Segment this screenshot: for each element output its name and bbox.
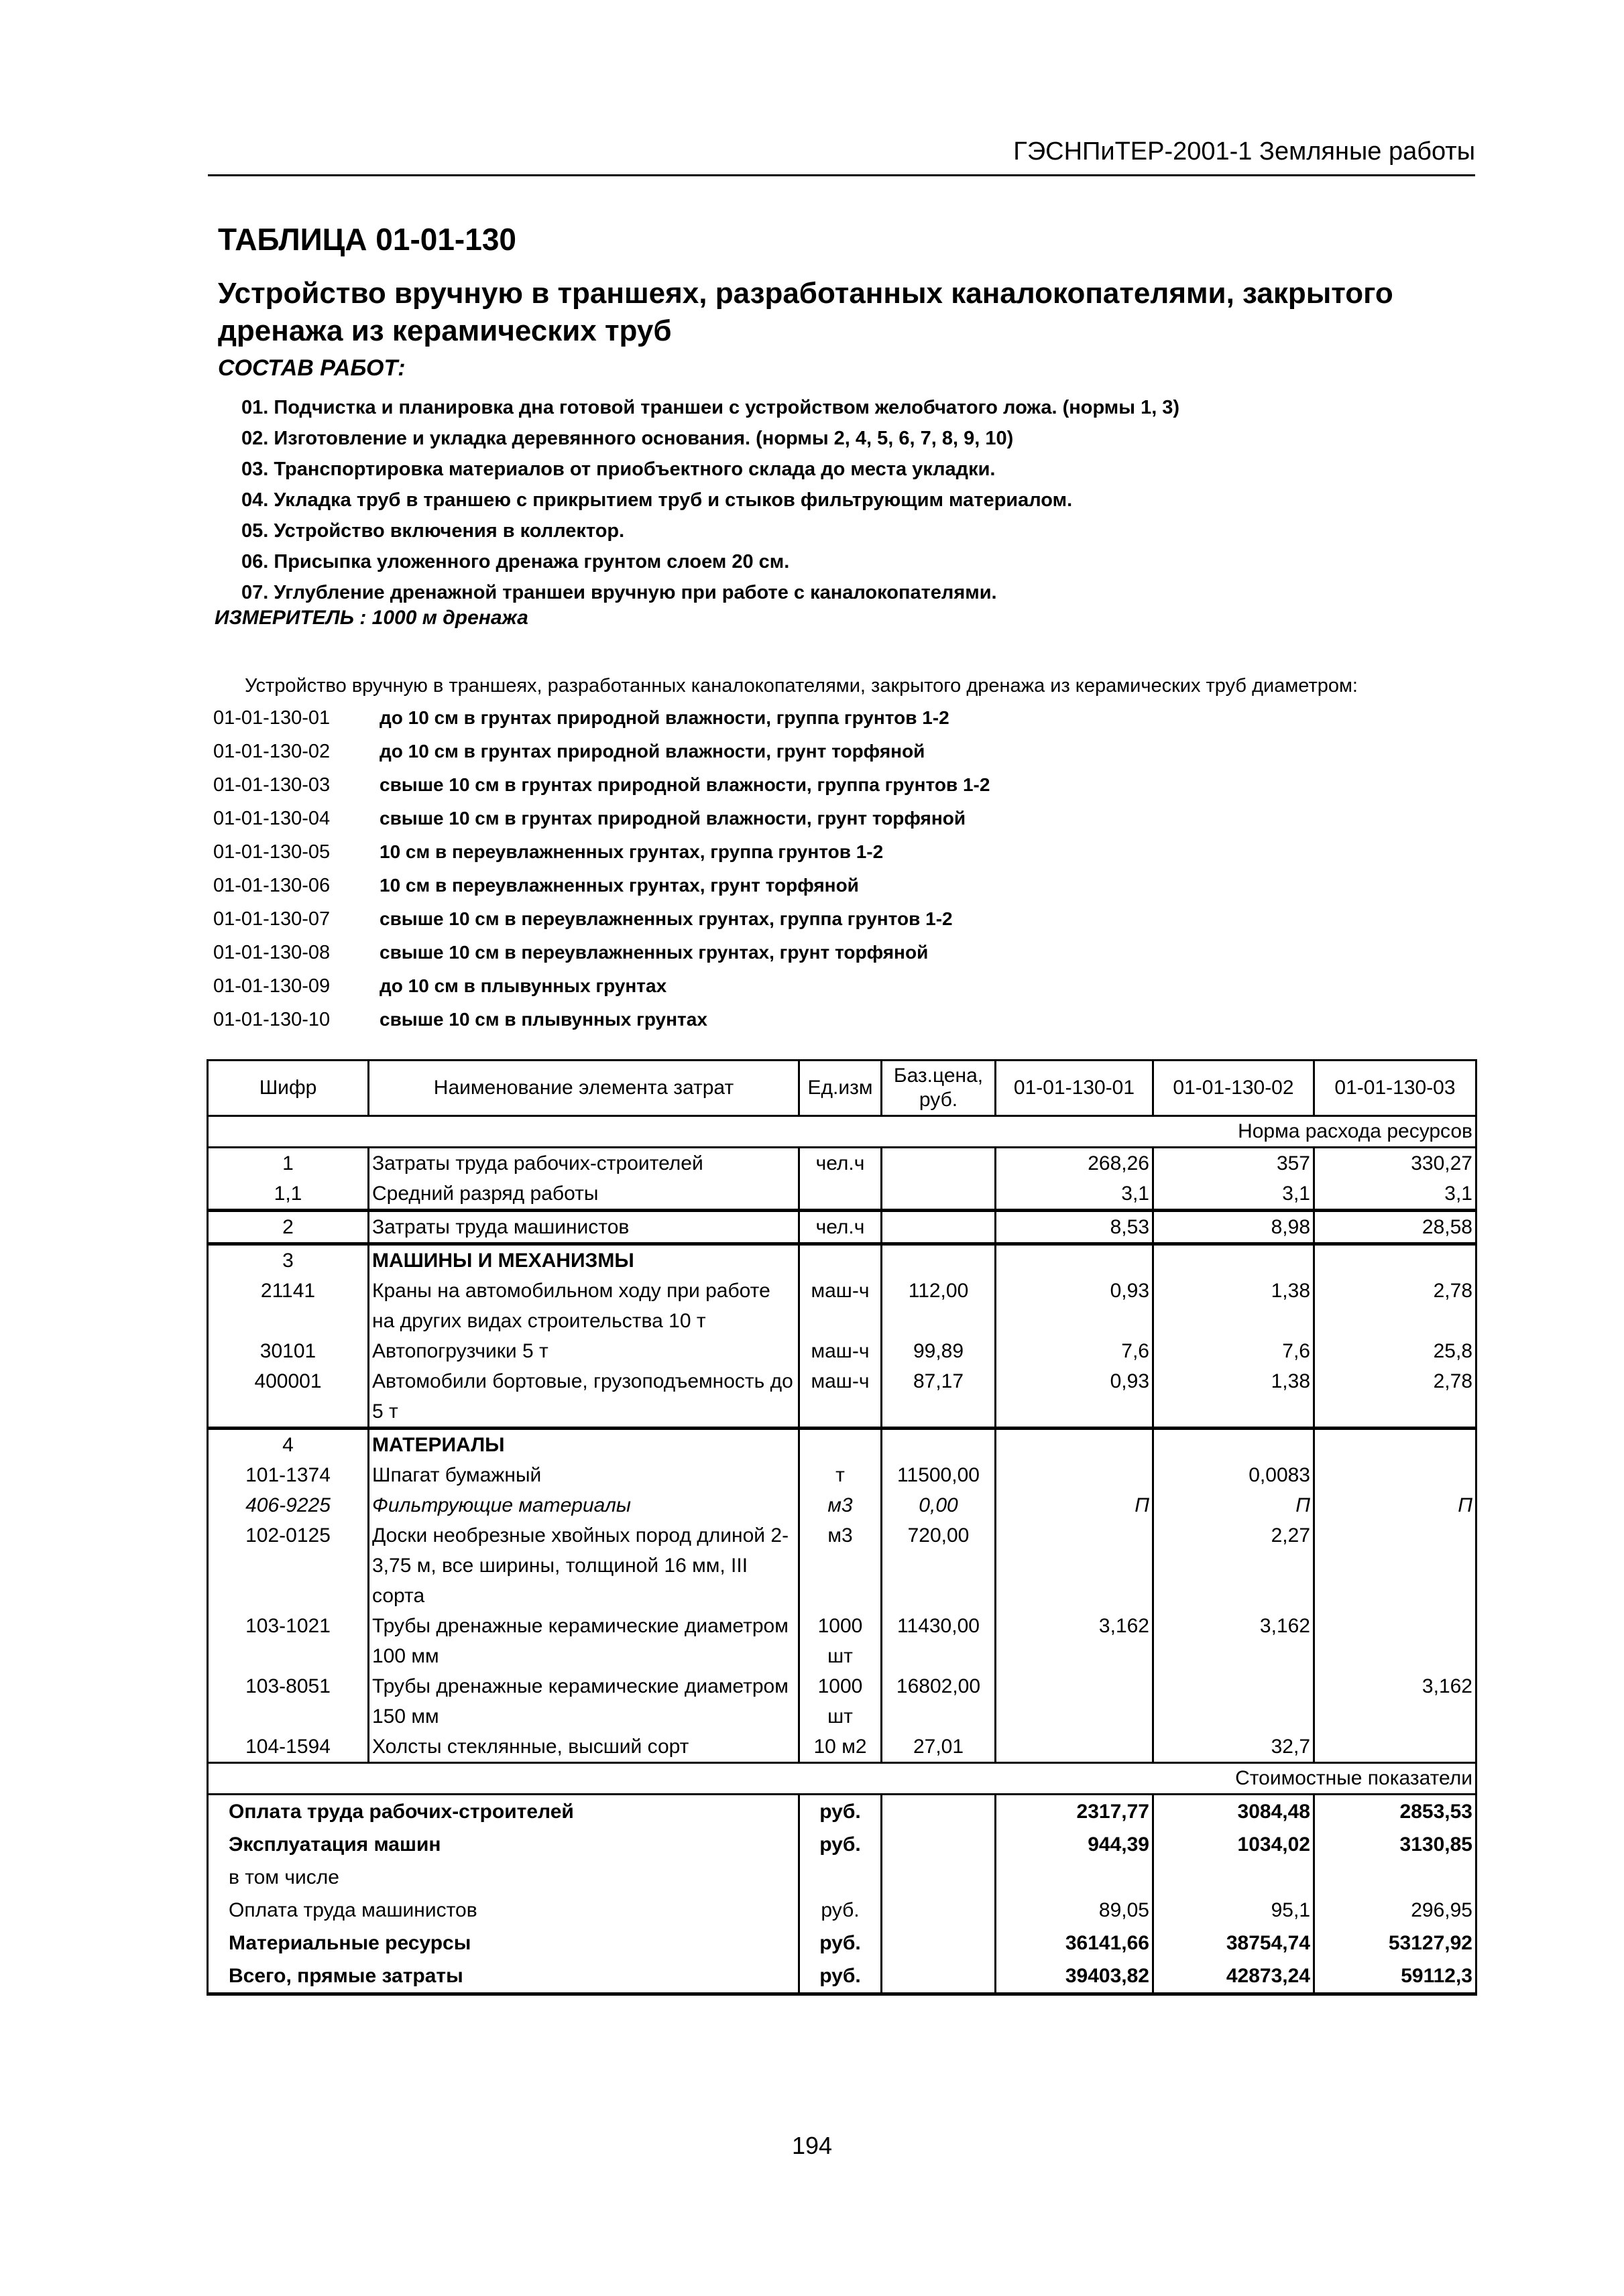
cost-v3: 53127,92 (1314, 1927, 1476, 1959)
cost-row (208, 1894, 1476, 1927)
cell-v1 (996, 1520, 1153, 1611)
cell-name: Холсты стеклянные, высший сорт (369, 1732, 799, 1763)
page-number: 194 (791, 2132, 833, 2159)
table-row (208, 1179, 1476, 1211)
cell-name: МАШИНЫ И МЕХАНИЗМЫ (369, 1244, 799, 1276)
code-item (213, 902, 990, 936)
table-row (208, 1336, 1476, 1366)
code-item (213, 701, 990, 735)
cell-v3 (1314, 1611, 1476, 1671)
cost-unit: руб. (799, 1894, 882, 1927)
code-item (213, 936, 990, 969)
table-row (208, 1244, 1476, 1276)
cell-name: Автомобили бортовые, грузоподъемность до 5 т (369, 1366, 799, 1429)
cell-v2 (1153, 1244, 1314, 1276)
cell-v2: 357 (1153, 1148, 1314, 1179)
cell-v1 (996, 1244, 1153, 1276)
cell-v3 (1314, 1244, 1476, 1276)
cell-price (882, 1244, 996, 1276)
column-header: 01-01-130-03 (1314, 1061, 1476, 1116)
cell-code: 103-1021 (208, 1611, 369, 1671)
code-item (213, 768, 990, 802)
cell-price (882, 1211, 996, 1244)
cost-v2: 95,1 (1153, 1894, 1314, 1927)
cell-price: 720,00 (882, 1520, 996, 1611)
cell-unit: маш-ч (799, 1366, 882, 1429)
cost-v1: 89,05 (996, 1894, 1153, 1927)
code: 01-01-130-01 (213, 707, 331, 729)
cell-price: 112,00 (882, 1276, 996, 1336)
cost-name: в том числе (208, 1861, 799, 1894)
code-item (213, 802, 990, 835)
cell-v2: П (1153, 1490, 1314, 1520)
cell-name: МАТЕРИАЛЫ (369, 1429, 799, 1461)
work-item: 07. Углубление дренажной траншеи вручную при работе с каналокопателями. (241, 582, 997, 603)
table-row (208, 1611, 1476, 1671)
cell-code: 21141 (208, 1276, 369, 1336)
cell-price: 16802,00 (882, 1671, 996, 1732)
cell-code: 3 (208, 1244, 369, 1276)
cell-name: Шпагат бумажный (369, 1460, 799, 1490)
cell-v3: 2,78 (1314, 1366, 1476, 1429)
code-description: свыше 10 см в грунтах природной влажности, группа грунтов 1-2 (380, 774, 990, 795)
table-row (208, 1366, 1476, 1429)
cost-row (208, 1927, 1476, 1959)
cost-v1: 39403,82 (996, 1959, 1153, 1994)
code: 01-01-130-02 (213, 741, 331, 762)
codes-list (213, 701, 990, 1036)
cell-code: 406-9225 (208, 1490, 369, 1520)
cell-v3: 2,78 (1314, 1276, 1476, 1336)
column-header: 01-01-130-01 (996, 1061, 1153, 1116)
cost-row (208, 1959, 1476, 1994)
cell-unit: м3 (799, 1520, 882, 1611)
cell-price: 27,01 (882, 1732, 996, 1763)
code: 01-01-130-05 (213, 841, 331, 863)
cost-v3: 2853,53 (1314, 1795, 1476, 1829)
cost-row (208, 1795, 1476, 1829)
cell-v3: 3,162 (1314, 1671, 1476, 1732)
works-list (241, 392, 1179, 608)
cost-name: Оплата труда машинистов (208, 1894, 799, 1927)
cell-unit: чел.ч (799, 1148, 882, 1179)
work-item: 03. Транспортировка материалов от приобъектного склада до места укладки. (241, 459, 996, 480)
section-label: Норма расхода ресурсов (208, 1116, 1476, 1148)
code: 01-01-130-06 (213, 875, 331, 896)
cell-unit (799, 1429, 882, 1461)
cell-v2: 1,38 (1153, 1276, 1314, 1336)
cell-v1 (996, 1732, 1153, 1763)
code-description: свыше 10 см в грунтах природной влажности, грунт торфяной (380, 808, 966, 829)
work-item: 01. Подчистка и планировка дна готовой траншеи с устройством желобчатого ложа. (нормы 1, 3) (241, 397, 1180, 418)
cell-unit: чел.ч (799, 1211, 882, 1244)
cell-v1 (996, 1429, 1153, 1461)
code-item (213, 869, 990, 902)
cell-v1 (996, 1460, 1153, 1490)
cell-price (882, 1429, 996, 1461)
code: 01-01-130-10 (213, 1009, 331, 1030)
table-title: ТАБЛИЦА 01-01-130 (218, 222, 516, 257)
cell-unit: 1000 шт (799, 1671, 882, 1732)
section-row (208, 1763, 1476, 1795)
table-row (208, 1671, 1476, 1732)
cell-v3 (1314, 1520, 1476, 1611)
cell-v2: 3,1 (1153, 1179, 1314, 1211)
cell-price: 99,89 (882, 1336, 996, 1366)
code-description: свыше 10 см в плывунных грунтах (380, 1009, 707, 1030)
cell-name: Трубы дренажные керамические диаметром 100 мм (369, 1611, 799, 1671)
cell-code: 4 (208, 1429, 369, 1461)
table-row (208, 1211, 1476, 1244)
code: 01-01-130-04 (213, 808, 331, 829)
cell-name: Затраты труда машинистов (369, 1211, 799, 1244)
cell-v1: 3,162 (996, 1611, 1153, 1671)
table-row (208, 1490, 1476, 1520)
cell-v3: 330,27 (1314, 1148, 1476, 1179)
cost-unit (799, 1861, 882, 1894)
cost-v1 (996, 1861, 1153, 1894)
cell-v2 (1153, 1671, 1314, 1732)
code-description: до 10 см в грунтах природной влажности, группа грунтов 1-2 (380, 707, 949, 728)
cost-price (882, 1795, 996, 1829)
cell-v3: 25,8 (1314, 1336, 1476, 1366)
cell-price: 0,00 (882, 1490, 996, 1520)
cost-v3: 59112,3 (1314, 1959, 1476, 1994)
cell-name: Трубы дренажные керамические диаметром 150 мм (369, 1671, 799, 1732)
cell-code: 102-0125 (208, 1520, 369, 1611)
cost-price (882, 1894, 996, 1927)
cell-unit (799, 1179, 882, 1211)
code-item (213, 969, 990, 1003)
cell-price: 87,17 (882, 1366, 996, 1429)
code-item (213, 1003, 990, 1036)
cell-v2: 2,27 (1153, 1520, 1314, 1611)
table-header-row (208, 1061, 1476, 1116)
work-item: 04. Укладка труб в траншею с прикрытием труб и стыков фильтрующим материалом. (241, 489, 1073, 511)
cost-unit: руб. (799, 1795, 882, 1829)
cell-price: 11500,00 (882, 1460, 996, 1490)
cost-unit: руб. (799, 1927, 882, 1959)
codes-intro: Устройство вручную в траншеях, разработанных каналокопателями, закрытого дренажа из керамических труб диаметром: (245, 675, 1358, 697)
cell-unit: 1000 шт (799, 1611, 882, 1671)
cell-name: Фильтрующие материалы (369, 1490, 799, 1520)
cost-row (208, 1828, 1476, 1861)
cell-v1: 3,1 (996, 1179, 1153, 1211)
code-description: свыше 10 см в переувлажненных грунтах, группа грунтов 1-2 (380, 908, 953, 929)
cost-price (882, 1959, 996, 1994)
cost-v2: 3084,48 (1153, 1795, 1314, 1829)
section-label: Стоимостные показатели (208, 1763, 1476, 1795)
resource-table (207, 1059, 1477, 1996)
cell-name: Средний разряд работы (369, 1179, 799, 1211)
cell-price (882, 1179, 996, 1211)
cell-v2: 1,38 (1153, 1366, 1314, 1429)
cell-price (882, 1148, 996, 1179)
cell-v2: 7,6 (1153, 1336, 1314, 1366)
cell-v2: 32,7 (1153, 1732, 1314, 1763)
cell-code: 1 (208, 1148, 369, 1179)
cost-v1: 944,39 (996, 1828, 1153, 1861)
code-description: свыше 10 см в переувлажненных грунтах, грунт торфяной (380, 942, 929, 963)
cost-v2 (1153, 1861, 1314, 1894)
cost-v3 (1314, 1861, 1476, 1894)
cost-price (882, 1861, 996, 1894)
code-description: до 10 см в плывунных грунтах (380, 975, 667, 996)
cell-v2: 8,98 (1153, 1211, 1314, 1244)
cell-code: 30101 (208, 1336, 369, 1366)
code-item (213, 735, 990, 768)
table-row (208, 1148, 1476, 1179)
cell-v3: П (1314, 1490, 1476, 1520)
cost-v2: 38754,74 (1153, 1927, 1314, 1959)
column-header: Шифр (208, 1061, 369, 1116)
cell-unit: 10 м2 (799, 1732, 882, 1763)
column-header: 01-01-130-02 (1153, 1061, 1314, 1116)
cell-v1 (996, 1671, 1153, 1732)
cell-v1: 7,6 (996, 1336, 1153, 1366)
cell-v1: 0,93 (996, 1276, 1153, 1336)
cell-code: 101-1374 (208, 1460, 369, 1490)
cost-name: Оплата труда рабочих-строителей (208, 1795, 799, 1829)
cell-code: 103-8051 (208, 1671, 369, 1732)
cell-code: 2 (208, 1211, 369, 1244)
cost-v2: 42873,24 (1153, 1959, 1314, 1994)
code-description: 10 см в переувлажненных грунтах, грунт торфяной (380, 875, 859, 896)
table-row (208, 1732, 1476, 1763)
cost-name: Материальные ресурсы (208, 1927, 799, 1959)
cell-v2 (1153, 1429, 1314, 1461)
running-header: ГЭСНПиТЕР-2001-1 Земляные работы (208, 137, 1475, 176)
cost-row (208, 1861, 1476, 1894)
cost-name: Всего, прямые затраты (208, 1959, 799, 1994)
table-row (208, 1460, 1476, 1490)
cost-v1: 2317,77 (996, 1795, 1153, 1829)
cell-v3 (1314, 1732, 1476, 1763)
cell-v2: 3,162 (1153, 1611, 1314, 1671)
cell-v2: 0,0083 (1153, 1460, 1314, 1490)
cost-unit: руб. (799, 1959, 882, 1994)
cell-name: Краны на автомобильном ходу при работе на других видах строительства 10 т (369, 1276, 799, 1336)
cost-price (882, 1927, 996, 1959)
table-row (208, 1276, 1476, 1336)
code: 01-01-130-03 (213, 774, 331, 796)
section-row (208, 1116, 1476, 1148)
cost-price (882, 1828, 996, 1861)
code: 01-01-130-08 (213, 942, 331, 963)
cell-v3: 28,58 (1314, 1211, 1476, 1244)
works-label: СОСТАВ РАБОТ: (218, 355, 406, 381)
cell-unit (799, 1244, 882, 1276)
cost-v1: 36141,66 (996, 1927, 1153, 1959)
work-item: 02. Изготовление и укладка деревянного основания. (нормы 2, 4, 5, 6, 7, 8, 9, 10) (241, 428, 1014, 449)
code: 01-01-130-09 (213, 975, 331, 997)
cell-price: 11430,00 (882, 1611, 996, 1671)
cell-code: 1,1 (208, 1179, 369, 1211)
cell-v3 (1314, 1429, 1476, 1461)
cell-v1: 0,93 (996, 1366, 1153, 1429)
table-row (208, 1429, 1476, 1461)
work-item: 06. Присыпка уложенного дренажа грунтом слоем 20 см. (241, 551, 790, 572)
column-header: Баз.цена, руб. (882, 1061, 996, 1116)
cell-v3: 3,1 (1314, 1179, 1476, 1211)
code-description: 10 см в переувлажненных грунтах, группа грунтов 1-2 (380, 841, 884, 862)
cell-unit: маш-ч (799, 1336, 882, 1366)
cell-v1: П (996, 1490, 1153, 1520)
cost-unit: руб. (799, 1828, 882, 1861)
code-description: до 10 см в грунтах природной влажности, грунт торфяной (380, 741, 925, 762)
subtitle: Устройство вручную в траншеях, разработанных каналокопателями, закрытого дренажа из керамических труб (218, 277, 1393, 347)
cost-v3: 3130,85 (1314, 1828, 1476, 1861)
cell-name: Затраты труда рабочих-строителей (369, 1148, 799, 1179)
cell-unit: маш-ч (799, 1276, 882, 1336)
cell-v3 (1314, 1460, 1476, 1490)
code: 01-01-130-07 (213, 908, 331, 930)
cell-v1: 8,53 (996, 1211, 1153, 1244)
cost-v2: 1034,02 (1153, 1828, 1314, 1861)
cell-v1: 268,26 (996, 1148, 1153, 1179)
cell-name: Доски необрезные хвойных пород длиной 2-3,75 м, все ширины, толщиной 16 мм, III сорта (369, 1520, 799, 1611)
cost-v3: 296,95 (1314, 1894, 1476, 1927)
cell-code: 104-1594 (208, 1732, 369, 1763)
column-header: Наименование элемента затрат (369, 1061, 799, 1116)
cell-code: 400001 (208, 1366, 369, 1429)
cost-name: Эксплуатация машин (208, 1828, 799, 1861)
column-header: Ед.изм (799, 1061, 882, 1116)
code-item (213, 835, 990, 869)
measure: ИЗМЕРИТЕЛЬ : 1000 м дренажа (215, 607, 528, 629)
cell-unit: т (799, 1460, 882, 1490)
table-row (208, 1520, 1476, 1611)
cell-unit: м3 (799, 1490, 882, 1520)
work-item: 05. Устройство включения в коллектор. (241, 520, 625, 542)
cell-name: Автопогрузчики 5 т (369, 1336, 799, 1366)
